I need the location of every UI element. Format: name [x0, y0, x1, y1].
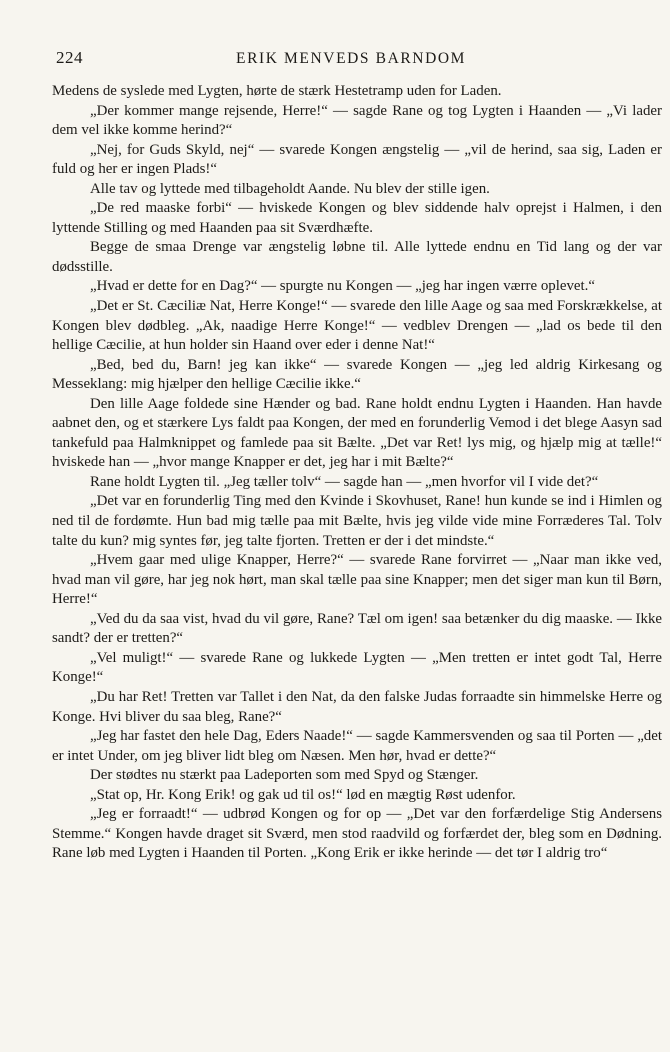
paragraph: Den lille Aage foldede sine Hænder og bad. Rane holdt endnu Lygten i Haanden. Han havde aabnet den, og et stærkere Lys faldt paa Kongen, der med en forunderlig Vemod i det blege Aasyn sad tankefuld paa Halmknippet og famlede paa sit Bælte. „Det var Ret! lys mig, og hjælp mig at tælle!“ hviskede han — „hvor mange Knapper er det, jeg har i mit Bælte?“	[52, 395, 662, 471]
paragraph: „Hvem gaar med ulige Knapper, Herre?“ — svarede Rane forvirret — „Naar man ikke ved, hvad man vil gøre, har jeg nok hørt, man skal tælle paa sine Knapper; men det siger man kun til Børn, Herre!“	[52, 552, 662, 608]
paragraph: „Vel muligt!“ — svarede Rane og lukkede Lygten — „Men tretten er intet godt Tal, Herre Konge!“	[52, 649, 662, 686]
paragraph: Medens de syslede med Lygten, hørte de stærk Hestetramp uden for Laden.	[52, 83, 502, 99]
paragraph: „Jeg er forraadt!“ — udbrød Kongen og for op — „Det var den forfærdelige Stig Andersens Stemme.“ Kongen havde draget sit Sværd, men stod raadvild og forfærdet der, bleg som en Dødning. Rane løb med Lygten i Haanden til Porten. „Kong Erik er ikke herinde — det tør I aldrig tro“	[52, 806, 662, 862]
paragraph: Rane holdt Lygten til. „Jeg tæller tolv“ — sagde han — „men hvorfor vil I vide det?“	[90, 473, 599, 490]
paragraph: „Ved du da saa vist, hvad du vil gøre, Rane? Tæl om igen! saa betænker du dig maaske. — Ikke sandt? der er tretten?“	[52, 610, 662, 647]
body-text	[52, 82, 662, 864]
paragraph: „Jeg har fastet den hele Dag, Eders Naade!“ — sagde Kammersvenden og saa til Porten — „det er intet Under, om jeg bliver lidt bleg om Næsen. Men hør, hvad er dette?“	[52, 728, 662, 764]
page-header	[0, 48, 670, 74]
paragraph: Begge de smaa Drenge var ængstelig løbne til. Alle lyttede endnu en Tid lang og der var dødsstille.	[52, 239, 662, 275]
paragraph: Alle tav og lyttede med tilbageholdt Aande. Nu blev der stille igen.	[90, 180, 490, 197]
paragraph: „Det er St. Cæciliæ Nat, Herre Konge!“ — svarede den lille Aage og saa med Forskrækkelse, at Kongen blev dødbleg. „Ak, naadige Herre Konge!“ — vedblev Drengen — „lad os bede til den hellige Cæcilie, at hun holder sin Haand over eder i denne Nat!“	[52, 298, 662, 354]
page-number: 224	[56, 48, 83, 67]
paragraph: „Stat op, Hr. Kong Erik! og gak ud til os!“ lød en mægtig Røst udenfor.	[90, 786, 516, 803]
paragraph: „Du har Ret! Tretten var Tallet i den Nat, da den falske Judas forraadte sin himmelske Herre og Konge. Hvi bliver du saa bleg, Rane?“	[52, 688, 662, 725]
paragraph: „Nej, for Guds Skyld, nej“ — svarede Kongen ængstelig — „vil de herind, saa sig, Laden er fuld og her er ingen Plads!“	[52, 141, 662, 178]
paragraph: „Bed, bed du, Barn! jeg kan ikke“ — svarede Kongen — „jeg led aldrig Kirkesang og Messeklang: mig hjælper den hellige Cæcilie ikke.“	[52, 356, 662, 393]
paragraph: „Hvad er dette for en Dag?“ — spurgte nu Kongen — „jeg har ingen værre oplevet.“	[90, 278, 595, 295]
running-title: ERIK MENVEDS BARNDOM	[236, 50, 467, 67]
paragraph: „Der kommer mange rejsende, Herre!“ — sagde Rane og tog Lygten i Haanden — „Vi lader dem vel ikke komme herind?“	[52, 102, 662, 139]
paragraph: Der stødtes nu stærkt paa Ladeporten som med Spyd og Stænger.	[90, 767, 479, 784]
paragraph: „Det var en forunderlig Ting med den Kvinde i Skovhuset, Rane! hun kunde se ind i Himlen og ned til de fordømte. Hun bad mig tælle paa mit Bælte, hvis jeg vilde vide mine Forræderes Tal. Tolv talte du kun? mig syntes før, jeg talte fjorten. Tretten er der i det mindste.“	[52, 493, 662, 549]
paragraph: „De red maaske forbi“ — hviskede Kongen og blev siddende halv oprejst i Halmen, i den lyttende Stilling og med Haanden paa sit Sværdhæfte.	[52, 200, 662, 236]
